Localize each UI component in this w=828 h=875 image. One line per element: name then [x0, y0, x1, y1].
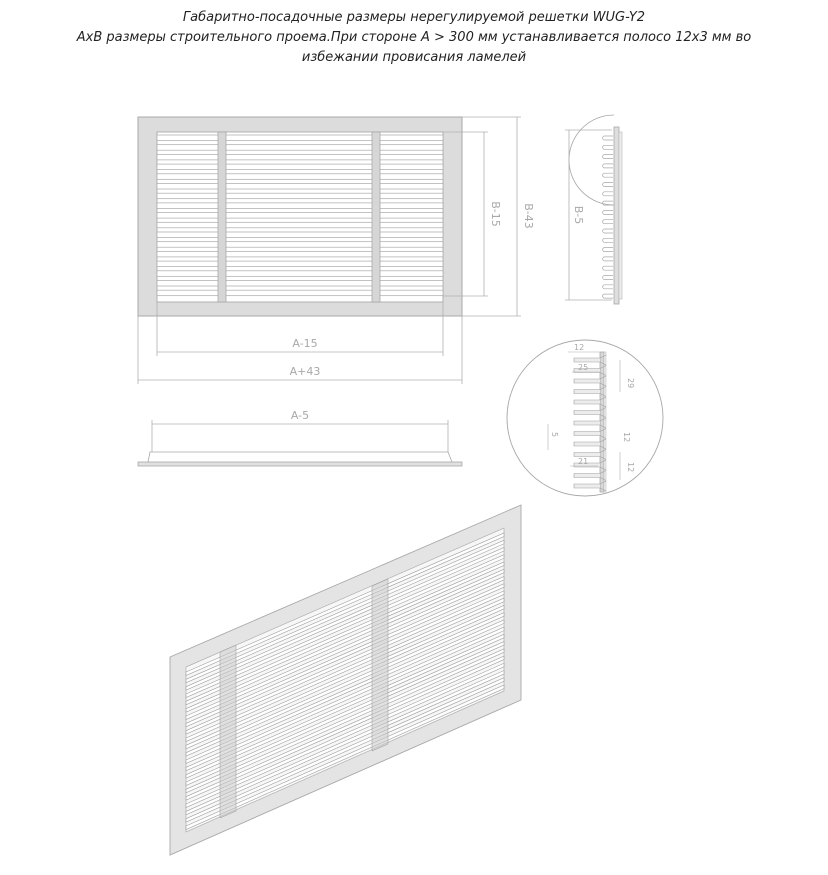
side-blade: [603, 173, 614, 177]
side-blade: [603, 294, 614, 298]
detail-dim-top: 12: [574, 343, 585, 352]
side-blade: [603, 220, 614, 224]
louver-blade: [157, 242, 443, 248]
support-bar-left: [218, 132, 226, 302]
louver-blade: [157, 261, 443, 267]
title-line-2: АхВ размеры строительного проема.При стороне А > 300 мм устанавливается полосо 12х3 мм во: [76, 30, 752, 45]
iso-support-bar-left: [220, 645, 236, 818]
louver-blade: [157, 271, 443, 277]
louver-blade: [157, 154, 443, 160]
louver-blades: [157, 135, 443, 296]
front-view: [138, 117, 535, 384]
isometric-view: [170, 505, 521, 855]
side-blade: [603, 183, 614, 187]
side-view: [565, 115, 622, 304]
louver-blade: [157, 184, 443, 190]
dim-a-inner: A-15: [292, 337, 318, 350]
side-blade: [603, 192, 614, 196]
louver-blade: [157, 145, 443, 151]
louver-blade: [157, 290, 443, 296]
louver-blade: [157, 135, 443, 141]
louver-blade: [157, 281, 443, 287]
side-blade: [603, 276, 614, 280]
side-blade: [603, 238, 614, 242]
detail-dim-pitch: 29: [626, 378, 635, 389]
side-blade: [603, 285, 614, 289]
side-blade: [603, 145, 614, 149]
dim-b-inner: B-15: [489, 201, 502, 227]
top-view: [138, 409, 462, 466]
side-frame: [614, 127, 619, 304]
side-blade: [603, 257, 614, 261]
detail-dim-bottom: 12: [622, 432, 631, 443]
dim-a-flange: A-5: [290, 409, 310, 422]
detail-dim-depth: 25: [578, 363, 589, 372]
side-blade: [603, 136, 614, 140]
title-line-3: избежании провисания ламелей: [301, 50, 527, 65]
detail-dim-blade: 21: [578, 457, 589, 466]
detail-view: [507, 340, 663, 496]
detail-dim-mid: 5: [550, 432, 559, 438]
dim-b-outer: B-43: [522, 203, 535, 229]
iso-support-bar-right: [372, 579, 388, 751]
dim-b-body: B-5: [572, 205, 585, 225]
louver-blade: [157, 222, 443, 228]
title-line-1: Габаритно-посадочные размеры нерегулируемой решетки WUG-Y2: [182, 10, 646, 25]
louver-blade: [157, 251, 443, 257]
top-flange: [138, 462, 462, 466]
louver-blade: [157, 164, 443, 170]
side-blades: [603, 136, 614, 298]
louver-blade: [157, 193, 443, 199]
louver-blade: [157, 203, 443, 209]
side-blade: [603, 210, 614, 214]
side-blade: [603, 248, 614, 252]
support-bar-right: [372, 132, 380, 302]
side-blade: [603, 229, 614, 233]
side-blade: [603, 266, 614, 270]
side-blade: [603, 164, 614, 168]
detail-dim-low: 12: [626, 462, 635, 473]
side-blade: [603, 155, 614, 159]
dim-a-outer: A+43: [289, 365, 321, 378]
louver-blade: [157, 174, 443, 180]
louver-blade: [157, 232, 443, 238]
louver-blade: [157, 213, 443, 219]
